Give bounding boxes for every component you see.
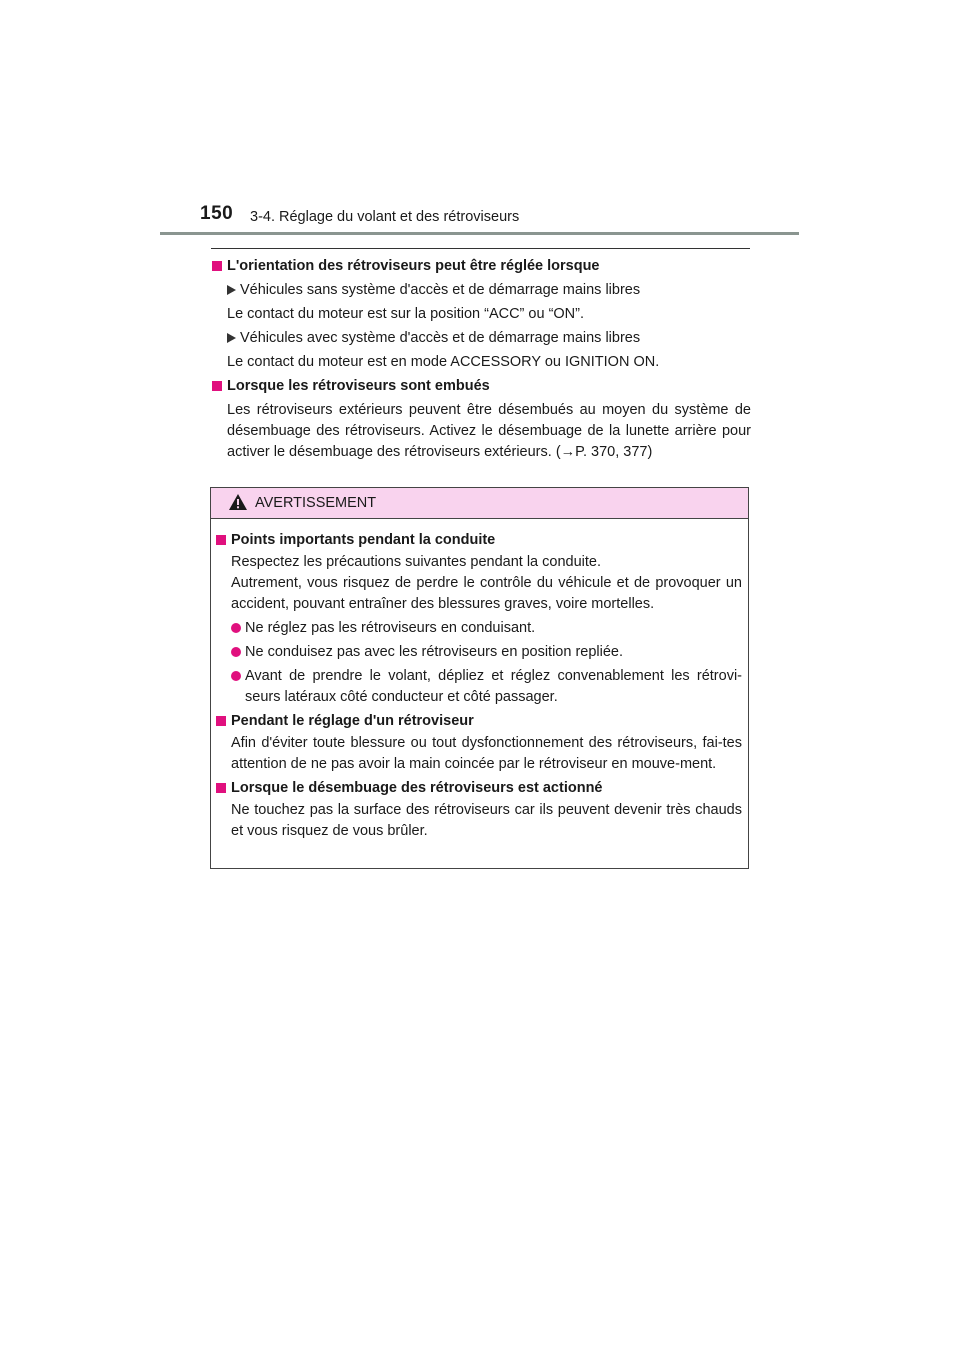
bullet-dot-icon (231, 647, 241, 657)
warning-box (210, 487, 749, 869)
condition-text: Véhicules sans système d'accès et de démarrage mains libres (240, 282, 641, 298)
bullet-text: Avant de prendre le volant, dépliez et réglez convenablement les rétrovi-seurs latéraux côté conducteur et côté passager. (245, 668, 742, 705)
section-heading-text: L'orientation des rétroviseurs peut être réglée lorsque (227, 258, 600, 274)
warning-heading (216, 530, 742, 551)
warning-heading (216, 778, 742, 799)
triangle-arrow-icon (227, 285, 236, 295)
content-divider (211, 248, 750, 249)
warning-triangle-icon (228, 493, 248, 511)
bullet-dot-icon (231, 671, 241, 681)
bullet-text: Ne réglez pas les rétroviseurs en conduisant. (245, 620, 536, 636)
section-square-icon (212, 381, 222, 391)
bullet-text: Ne conduisez pas avec les rétroviseurs en position repliée. (245, 644, 624, 660)
condition-text: Véhicules avec système d'accès et de démarrage mains libres (240, 330, 641, 346)
main-content (211, 256, 751, 463)
section-header-title: 3-4. Réglage du volant et des rétroviseurs (250, 209, 520, 225)
section-square-icon (216, 716, 226, 726)
header-divider (160, 232, 799, 235)
section-square-icon (216, 783, 226, 793)
warning-title: AVERTISSEMENT (255, 495, 377, 511)
warning-paragraph: Respectez les précautions suivantes pendant la conduite. (231, 554, 601, 570)
paragraph: Le contact du moteur est sur la position “ACC” ou “ON”. (227, 306, 585, 322)
section-heading (211, 256, 751, 277)
condition-item (211, 280, 751, 301)
section-heading-text: Lorsque les rétroviseurs sont embués (227, 378, 490, 394)
bullet-dot-icon (231, 623, 241, 633)
page-number: 150 (200, 203, 234, 224)
warning-header (211, 488, 748, 519)
warning-body (211, 519, 748, 842)
condition-item (211, 328, 751, 349)
warning-heading-text: Pendant le réglage d'un rétroviseur (231, 713, 474, 729)
warning-bullet (216, 642, 742, 663)
warning-bullet (216, 666, 742, 708)
section-heading (211, 376, 751, 397)
warning-bullet (216, 618, 742, 639)
warning-paragraph: Autrement, vous risquez de perdre le contrôle du véhicule et de provoquer un accident, pouvant entraîner des blessures graves, voire mortelles. (231, 575, 742, 612)
section-square-icon (212, 261, 222, 271)
warning-heading-text: Lorsque le désembuage des rétroviseurs est actionné (231, 780, 603, 796)
warning-paragraph: Afin d'éviter toute blessure ou tout dysfonctionnement des rétroviseurs, fai-tes attention de ne pas avoir la main coincée par le rétroviseur en mouve-ment. (231, 735, 742, 772)
warning-heading (216, 711, 742, 732)
paragraph: Les rétroviseurs extérieurs peuvent être désembués au moyen du système de désembuage des rétroviseurs. Activez le désembuage de la lunette arrière pour activer le désembuage des rétroviseurs extérieurs. (→P. 370, 377) (227, 402, 751, 460)
triangle-arrow-icon (227, 333, 236, 343)
section-square-icon (216, 535, 226, 545)
paragraph: Le contact du moteur est en mode ACCESSORY ou IGNITION ON. (227, 354, 660, 370)
warning-paragraph: Ne touchez pas la surface des rétroviseurs car ils peuvent devenir très chauds et vous risquez de vous brûler. (231, 802, 742, 839)
warning-heading-text: Points importants pendant la conduite (231, 532, 496, 548)
